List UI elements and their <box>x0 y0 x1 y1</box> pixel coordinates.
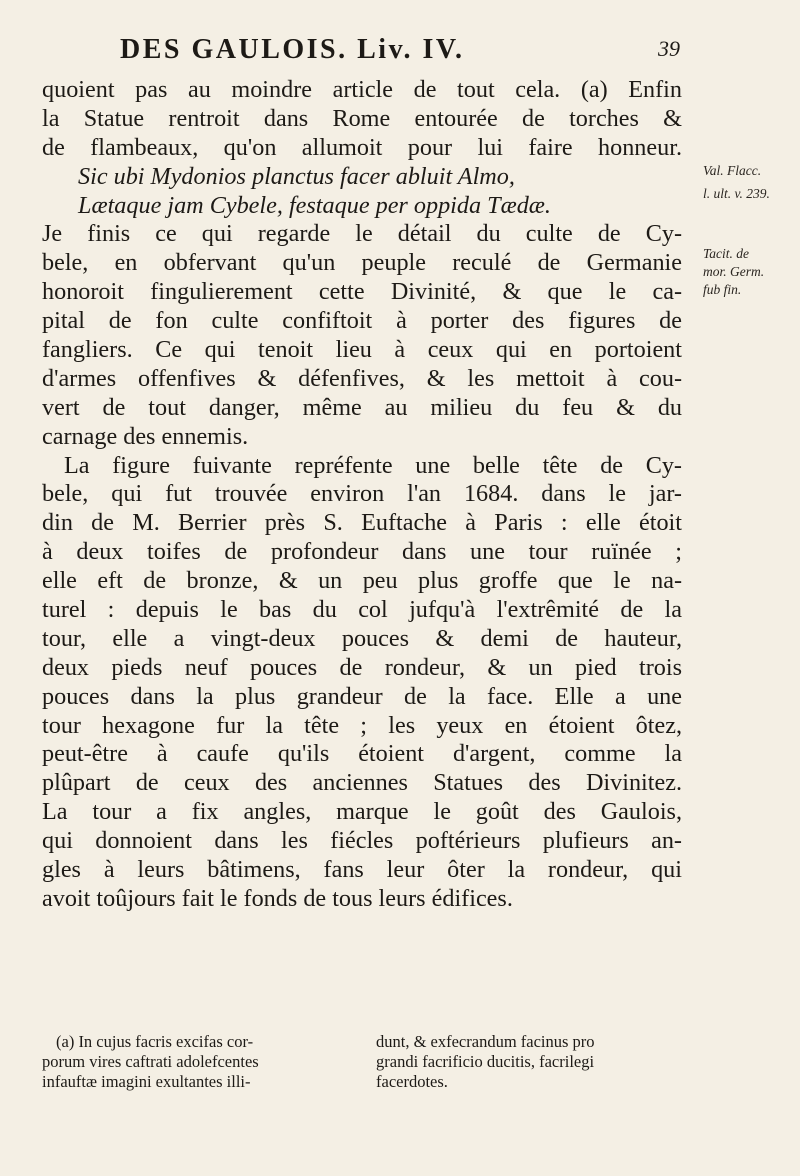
text-line: pital de fon culte confiftoit à porter des figures de <box>42 307 682 335</box>
margin-note-tacitus-ref: mor. Germ. <box>703 264 765 279</box>
text-line: fangliers. Ce qui tenoit lieu à ceux qui en portoient <box>42 336 682 364</box>
text-line: carnage des ennemis. <box>42 422 249 450</box>
footnote-line: (a) In cujus facris excifas cor- <box>56 1032 254 1051</box>
footnote-column-left <box>42 1032 362 1092</box>
footnote-line: infauftæ imagini exultantes illi- <box>42 1072 251 1091</box>
latin-verse-line: Sic ubi Mydonios planctus facer abluit Almo, <box>78 162 515 190</box>
text-line: turel : depuis le bas du col jufqu'à l'extrêmité de la <box>42 596 682 624</box>
footnote-line: facerdotes. <box>376 1072 448 1091</box>
text-line: de flambeaux, qu'on allumoit pour lui faire honneur. <box>42 133 682 161</box>
page-number: 39 <box>658 36 680 61</box>
paragraph-first-line: La figure fuivante repréfente une belle tête de Cy- <box>64 451 682 479</box>
text-line: Je finis ce qui regarde le détail du culte de Cy- <box>42 220 682 248</box>
text-line: plûpart de ceux des anciennes Statues des Divinitez. <box>42 769 682 797</box>
text-line: bele, qui fut trouvée environ l'an 1684. dans le jar- <box>42 480 682 508</box>
text-line: tour, elle a vingt-deux pouces & demi de hauteur, <box>42 624 682 652</box>
text-line: honoroit fingulierement cette Divinité, & que le ca- <box>42 278 682 306</box>
text-line: La tour a fix angles, marque le goût des Gaulois, <box>42 798 682 826</box>
margin-note-tacitus-end: fub fin. <box>703 282 742 297</box>
body-text <box>42 76 682 914</box>
text-line: elle eft de bronze, & un peu plus groffe que le na- <box>42 567 682 595</box>
page-header <box>120 34 680 74</box>
running-head: DES GAULOIS. Liv. IV. <box>120 34 465 65</box>
text-line: vert de tout danger, même au milieu du feu & du <box>42 393 682 421</box>
text-line: pouces dans la plus grandeur de la face. Elle a une <box>42 682 682 710</box>
footnote-line: dunt, & exfecrandum facinus pro <box>376 1032 595 1051</box>
text-line: quoient pas au moindre article de tout cela. (a) Enfin <box>42 76 682 103</box>
text-line: d'armes offenfives & défenfives, & les mettoit à cou- <box>42 364 682 392</box>
margin-note-tacitus: Tacit. de <box>703 246 750 261</box>
margin-note-valerius-ref: l. ult. v. 239. <box>703 186 770 201</box>
text-line: la Statue rentroit dans Rome entourée de torches & <box>42 104 682 132</box>
text-line: à deux toifes de profondeur dans une tour ruïnée ; <box>42 538 682 566</box>
margin-note-valerius: Val. Flacc. <box>703 163 762 178</box>
latin-verse-line: Lætaque jam Cybele, festaque per oppida Tædæ. <box>78 191 551 219</box>
text-line: deux pieds neuf pouces de rondeur, & un pied trois <box>42 653 682 681</box>
text-line: qui donnoient dans les fiécles poftérieurs plufieurs an- <box>42 827 682 855</box>
footnote-line: grandi facrificio ducitis, facrilegi <box>376 1052 595 1071</box>
text-line: peut-être à caufe qu'ils étoient d'argent, comme la <box>42 740 682 768</box>
text-line: gles à leurs bâtimens, fans leur ôter la rondeur, qui <box>42 856 682 884</box>
text-line: din de M. Berrier près S. Euftache à Paris : elle étoit <box>42 509 682 537</box>
text-line: bele, en obfervant qu'un peuple reculé de Germanie <box>42 249 682 277</box>
footnote-column-right <box>376 1032 696 1092</box>
footnote-line: porum vires caftrati adolefcentes <box>42 1052 259 1071</box>
text-line: avoit toûjours fait le fonds de tous leurs édifices. <box>42 884 513 912</box>
text-line: tour hexagone fur la tête ; les yeux en étoient ôtez, <box>42 711 682 739</box>
